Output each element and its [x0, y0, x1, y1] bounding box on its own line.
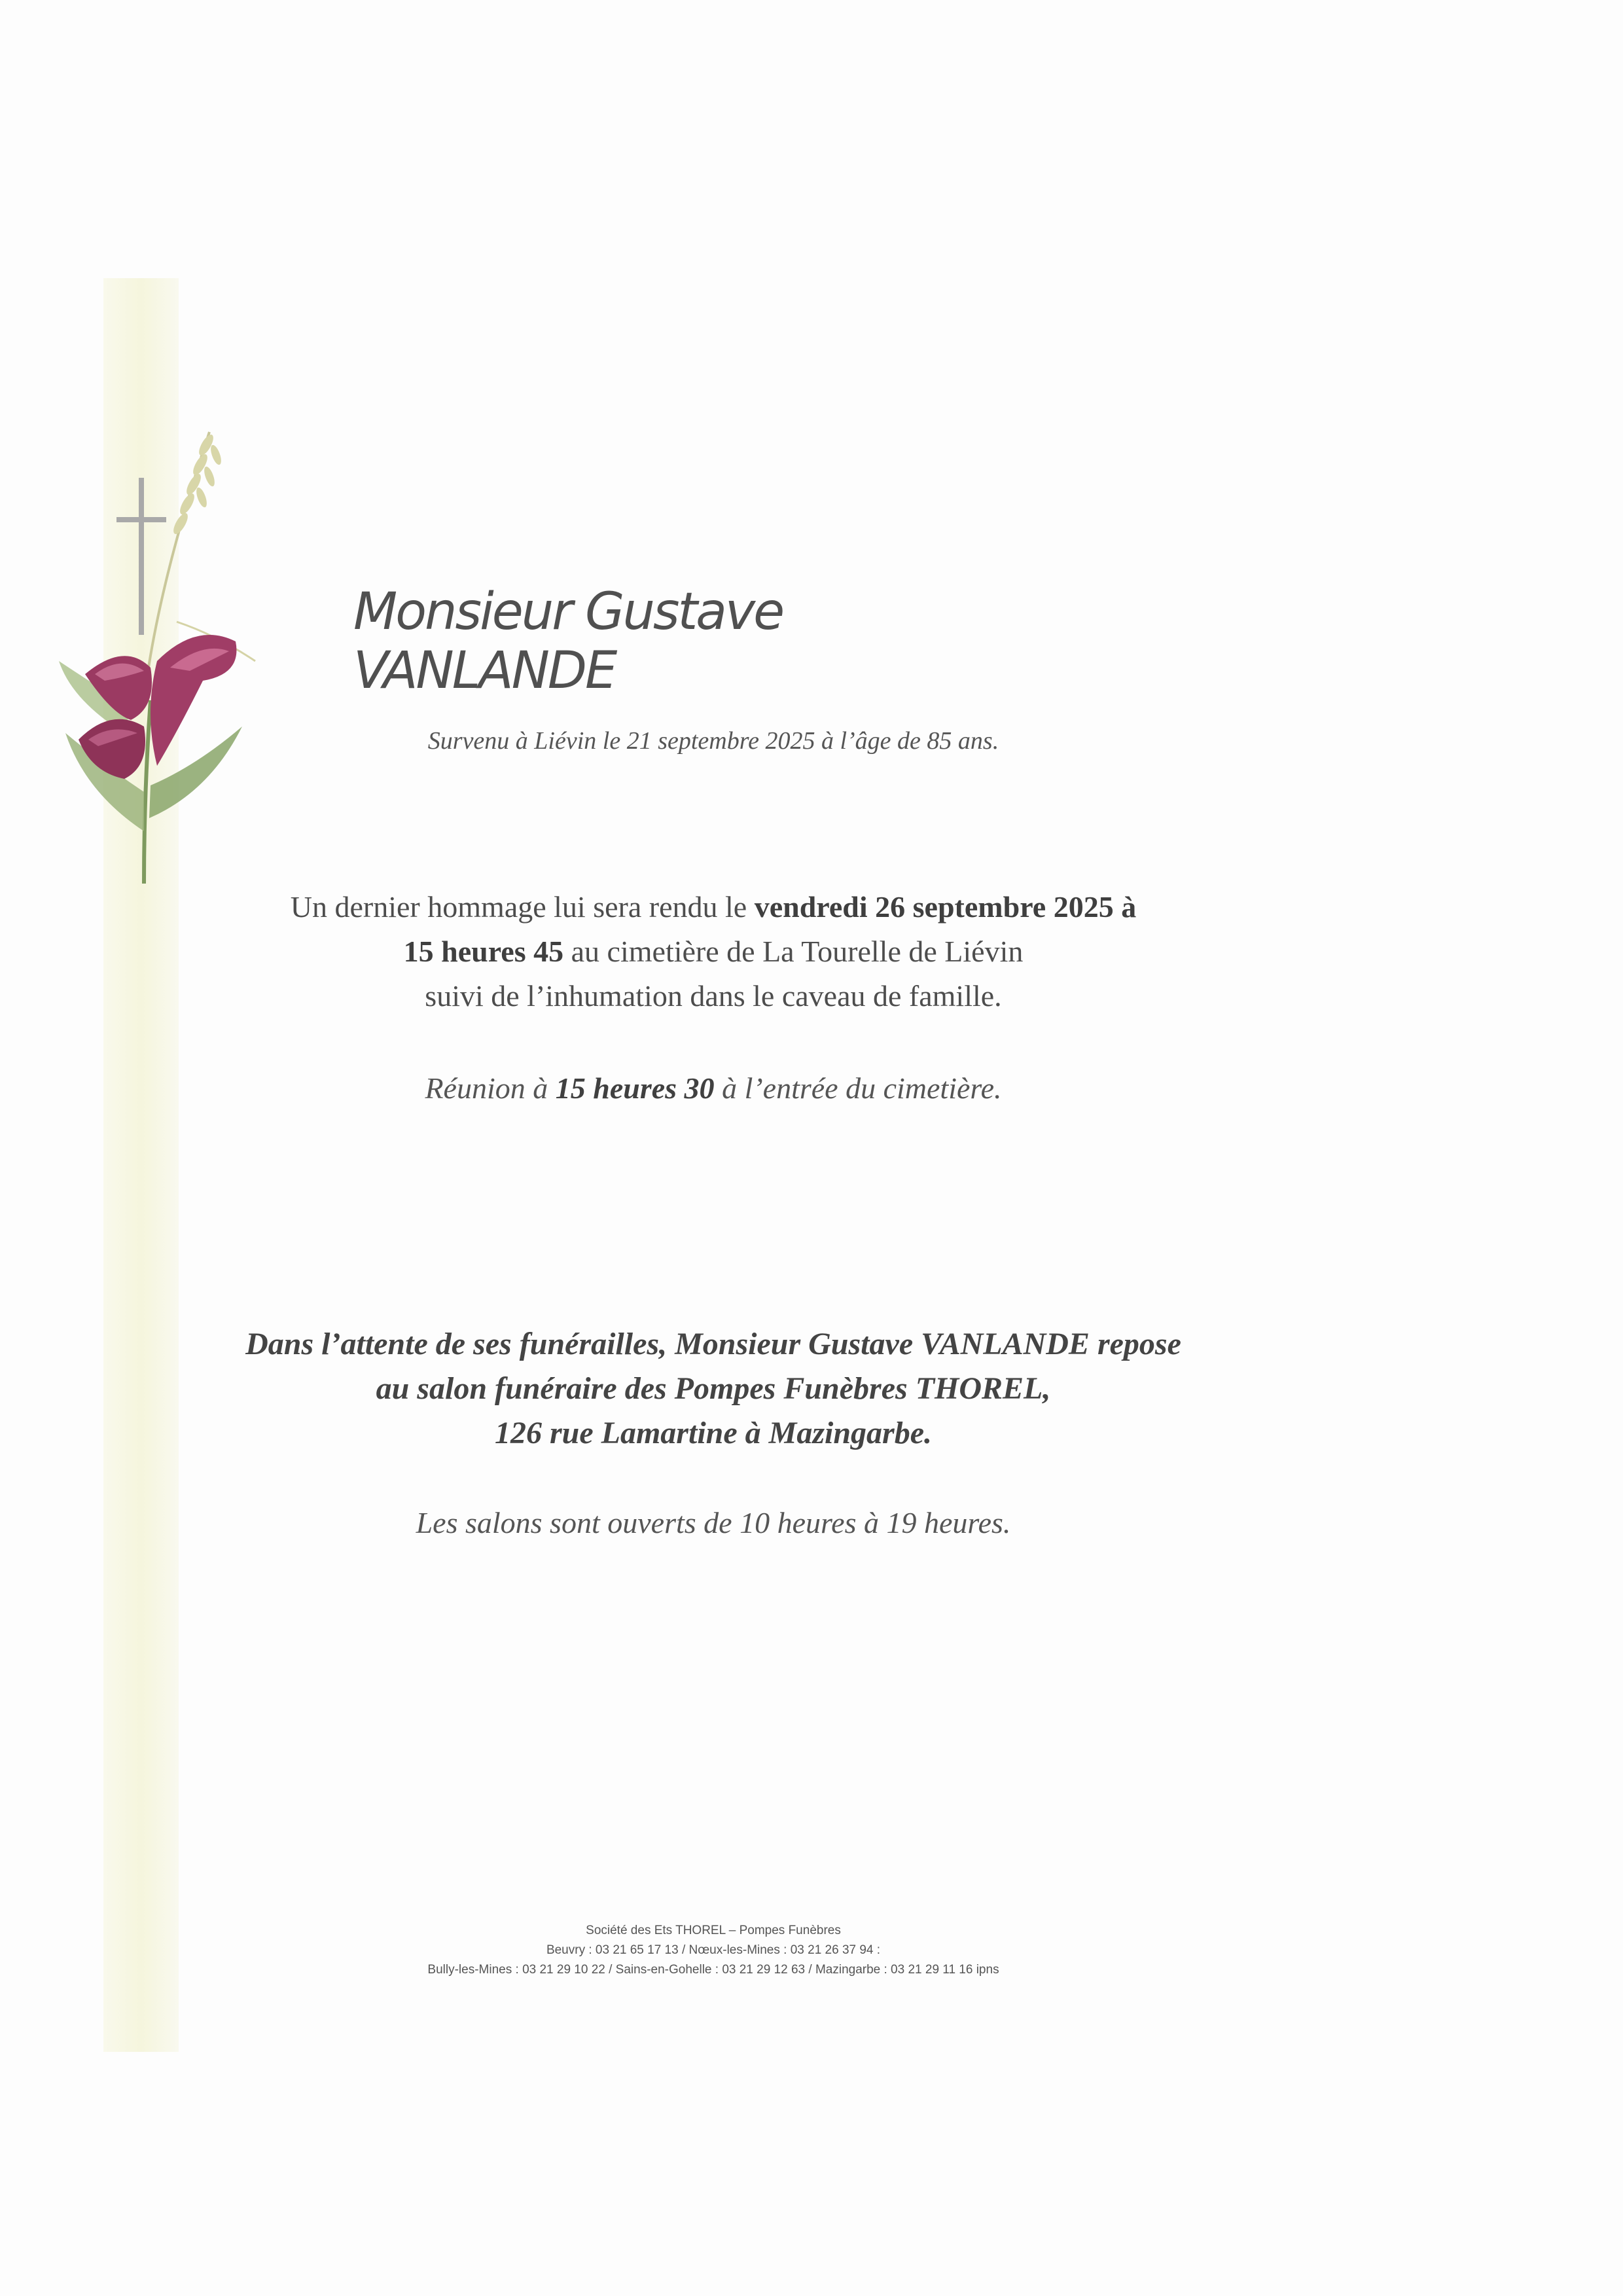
funeral-home-address: 126 rue Lamartine à Mazingarbe.	[494, 1416, 933, 1450]
funeral-home-line-1: Dans l’attente de ses funérailles, Monsieur Gustave VANLANDE repose	[245, 1327, 1181, 1361]
ceremony-line-3: suivi de l’inhumation dans le caveau de famille.	[425, 979, 1002, 1013]
funeral-home-details	[0, 1322, 1427, 1456]
death-announcement: Survenu à Liévin le 21 septembre 2025 à l’âge de 85 ans.	[427, 727, 999, 755]
deceased-name-title: Monsieur Gustave VANLANDE	[353, 583, 783, 700]
ceremony-time: 15 heures 45	[403, 935, 564, 968]
ceremony-location: au cimetière de La Tourelle de Liévin	[563, 935, 1024, 968]
meeting-time: 15 heures 30	[555, 1071, 715, 1105]
meeting-text-post: à l’entrée du cimetière.	[714, 1071, 1002, 1105]
footer-phone-line-2: Bully-les-Mines : 03 21 29 10 22 / Sains-en-Gohelle : 03 21 29 12 63 / Mazingarbe : 03 21 29 11 16 ipns	[427, 1963, 999, 1977]
ceremony-details	[0, 885, 1427, 1018]
visiting-hours: Les salons sont ouverts de 10 heures à 19 heures.	[416, 1506, 1011, 1539]
ceremony-line-1-text: Un dernier hommage lui sera rendu le	[290, 890, 755, 924]
company-footer	[0, 1921, 1427, 1980]
meeting-details	[0, 1071, 1427, 1105]
ceremony-line-1	[0, 885, 1427, 929]
ceremony-line-2	[0, 929, 1427, 974]
ceremony-date: vendredi 26 septembre 2025 à	[754, 890, 1137, 924]
footer-phone-line-1: Beuvry : 03 21 65 17 13 / Nœux-les-Mines : 03 21 26 37 94 :	[546, 1943, 881, 1957]
funeral-home-line-2: au salon funéraire des Pompes Funèbres THOREL,	[376, 1371, 1051, 1406]
cross-and-calla-lily-illustration	[46, 425, 281, 897]
meeting-text-pre: Réunion à	[425, 1071, 556, 1105]
cross-icon	[139, 478, 144, 635]
footer-company-name: Société des Ets THOREL – Pompes Funèbres	[586, 1924, 841, 1937]
